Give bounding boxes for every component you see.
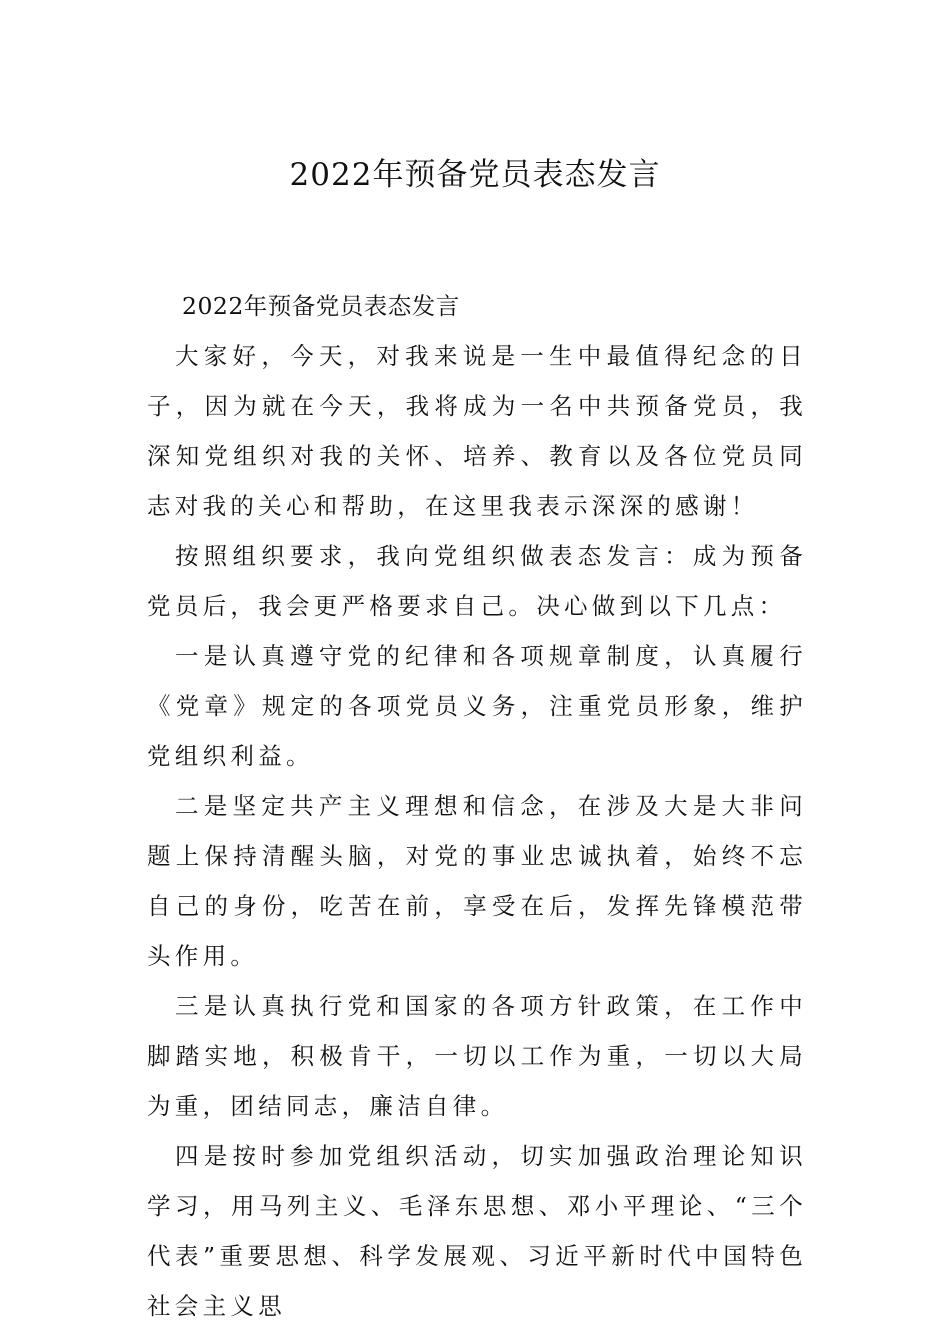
document-body <box>147 281 807 1331</box>
document-title: 2022年预备党员表态发言 <box>289 156 661 193</box>
document-subtitle: 2022年预备党员表态发言 <box>182 292 460 320</box>
paragraph-greeting: 大家好，今天，对我来说是一生中最值得纪念的日子，因为就在今天，我将成为一名中共预备党员，我深知党组织对我的关怀、培养、教育以及各位党员同志对我的关心和帮助，在这里我表示深深的感谢！ <box>147 342 807 520</box>
paragraph-point-four: 四是按时参加党组织活动，切实加强政治理论知识学习，用马列主义、毛泽东思想、邓小平理论、“三个代表”重要思想、科学发展观、习近平新时代中国特色社会主义思 <box>147 1142 807 1320</box>
paragraph-point-three: 三是认真执行党和国家的各项方针政策，在工作中脚踏实地，积极肯干，一切以工作为重，一切以大局为重，团结同志，廉洁自律。 <box>147 992 807 1120</box>
paragraph-point-two: 二是坚定共产主义理想和信念，在涉及大是大非问题上保持清醒头脑，对党的事业忠诚执着，始终不忘自己的身份，吃苦在前，享受在后，发挥先锋模范带头作用。 <box>147 792 807 970</box>
paragraph-point-one: 一是认真遵守党的纪律和各项规章制度，认真履行《党章》规定的各项党员义务，注重党员形象，维护党组织利益。 <box>147 642 807 770</box>
paragraph-statement-intro: 按照组织要求，我向党组织做表态发言：成为预备党员后，我会更严格要求自己。决心做到以下几点： <box>147 542 807 620</box>
